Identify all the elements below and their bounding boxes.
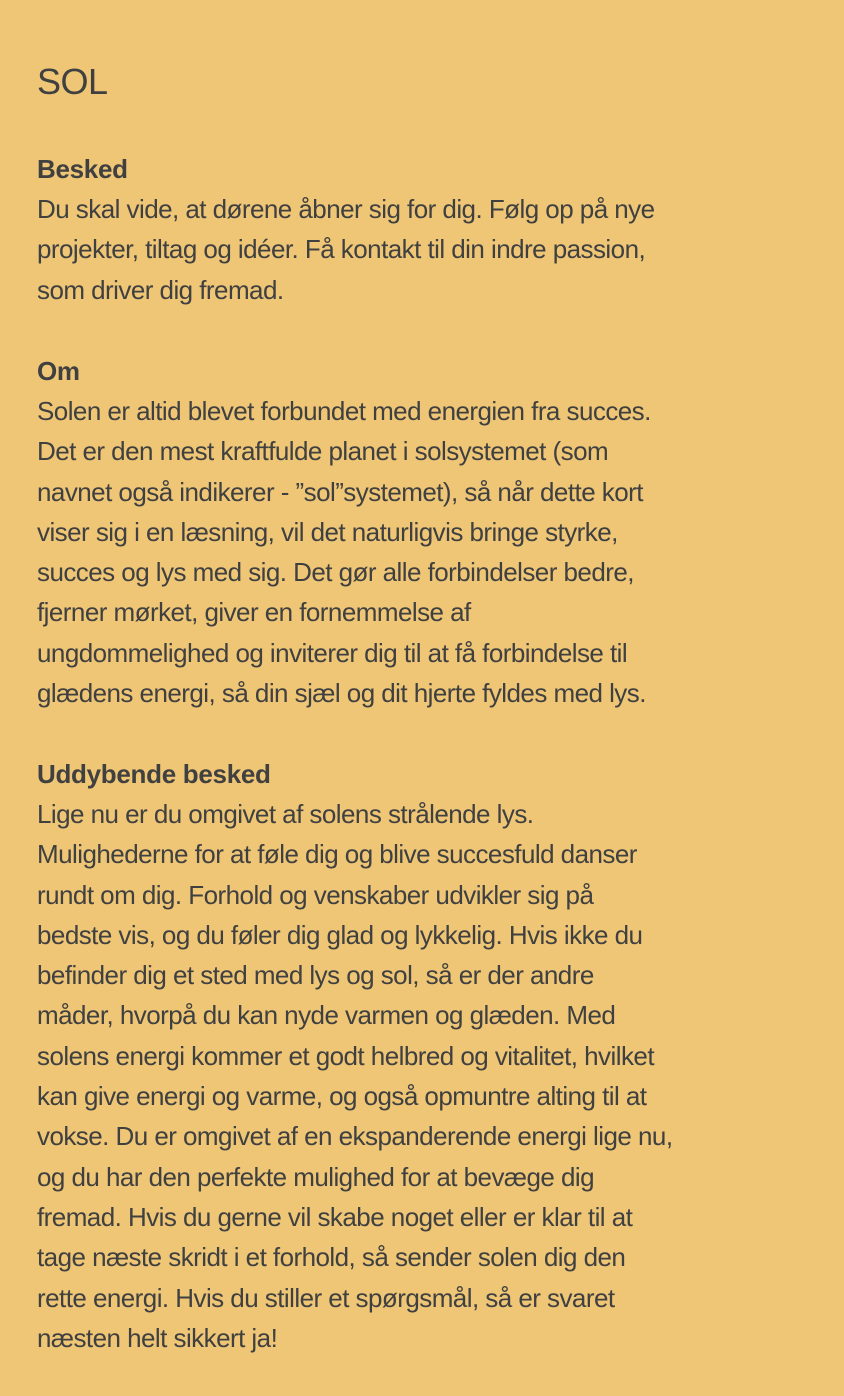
paragraph-line: Solen er altid blevet forbundet med energien fra succes. [37,396,651,426]
paragraph-line: projekter, tiltag og idéer. Få kontakt til din indre passion, [37,234,646,265]
paragraph-line: Det er den mest kraftfulde planet i solsystemet (som [37,436,609,467]
paragraph-line: solens energi kommer et godt helbred og vitalitet, hvilket [37,1040,654,1071]
paragraph-line: rette energi. Hvis du stiller et spørgsmål, så er svaret [37,1282,615,1313]
paragraph-line: ungdommelighed og inviterer dig til at få forbindelse til [37,637,628,668]
paragraph-line: bedste vis, og du føler dig glad og lykkelig. Hvis ikke du [37,919,643,950]
section-om [37,351,827,713]
paragraph-line: succes og lys med sig. Det gør alle forbindelser bedre, [37,557,634,588]
paragraph-line: fjerner mørket, giver en fornemmelse af [37,597,471,628]
paragraph-line: Mulighederne for at føle dig og blive succesfuld danser [37,839,637,870]
paragraph-line: rundt om dig. Forhold og venskaber udvikler sig på [37,879,594,910]
paragraph-line: tage næste skridt i et forhold, så sender solen dig den [37,1242,626,1273]
paragraph-line: Lige nu er du omgivet af solens strålende lys. [37,799,534,829]
section-uddybende-besked [37,754,827,1358]
section-heading: Om [37,356,80,386]
paragraph-line: glædens energi, så din sjæl og dit hjerte fyldes med lys. [37,678,646,709]
paragraph-line: næsten helt sikkert ja! [37,1322,278,1353]
paragraph-line: Du skal vide, at dørene åbner sig for dig. Følg op på nye [37,194,655,224]
paragraph-line: befinder dig et sted med lys og sol, så er der andre [37,960,594,991]
paragraph-line: og du har den perfekte mulighed for at bevæge dig [37,1161,594,1192]
paragraph-line: kan give energi og varme, og også opmuntre alting til at [37,1081,647,1112]
paragraph-line: måder, hvorpå du kan nyde varmen og glæden. Med [37,1000,616,1031]
paragraph-line: vokse. Du er omgivet af en ekspanderende energi lige nu, [37,1121,673,1152]
paragraph-line: fremad. Hvis du gerne vil skabe noget eller er klar til at [37,1201,633,1232]
paragraph-line: som driver dig fremad. [37,274,284,305]
paragraph-line: viser sig i en læsning, vil det naturligvis bringe styrke, [37,516,618,547]
page-title: SOL [37,61,108,102]
section-heading: Besked [37,154,128,184]
section-besked [37,149,827,310]
section-heading: Uddybende besked [37,759,271,789]
paragraph-line: navnet også indikerer - ”sol”systemet), så når dette kort [37,476,643,507]
